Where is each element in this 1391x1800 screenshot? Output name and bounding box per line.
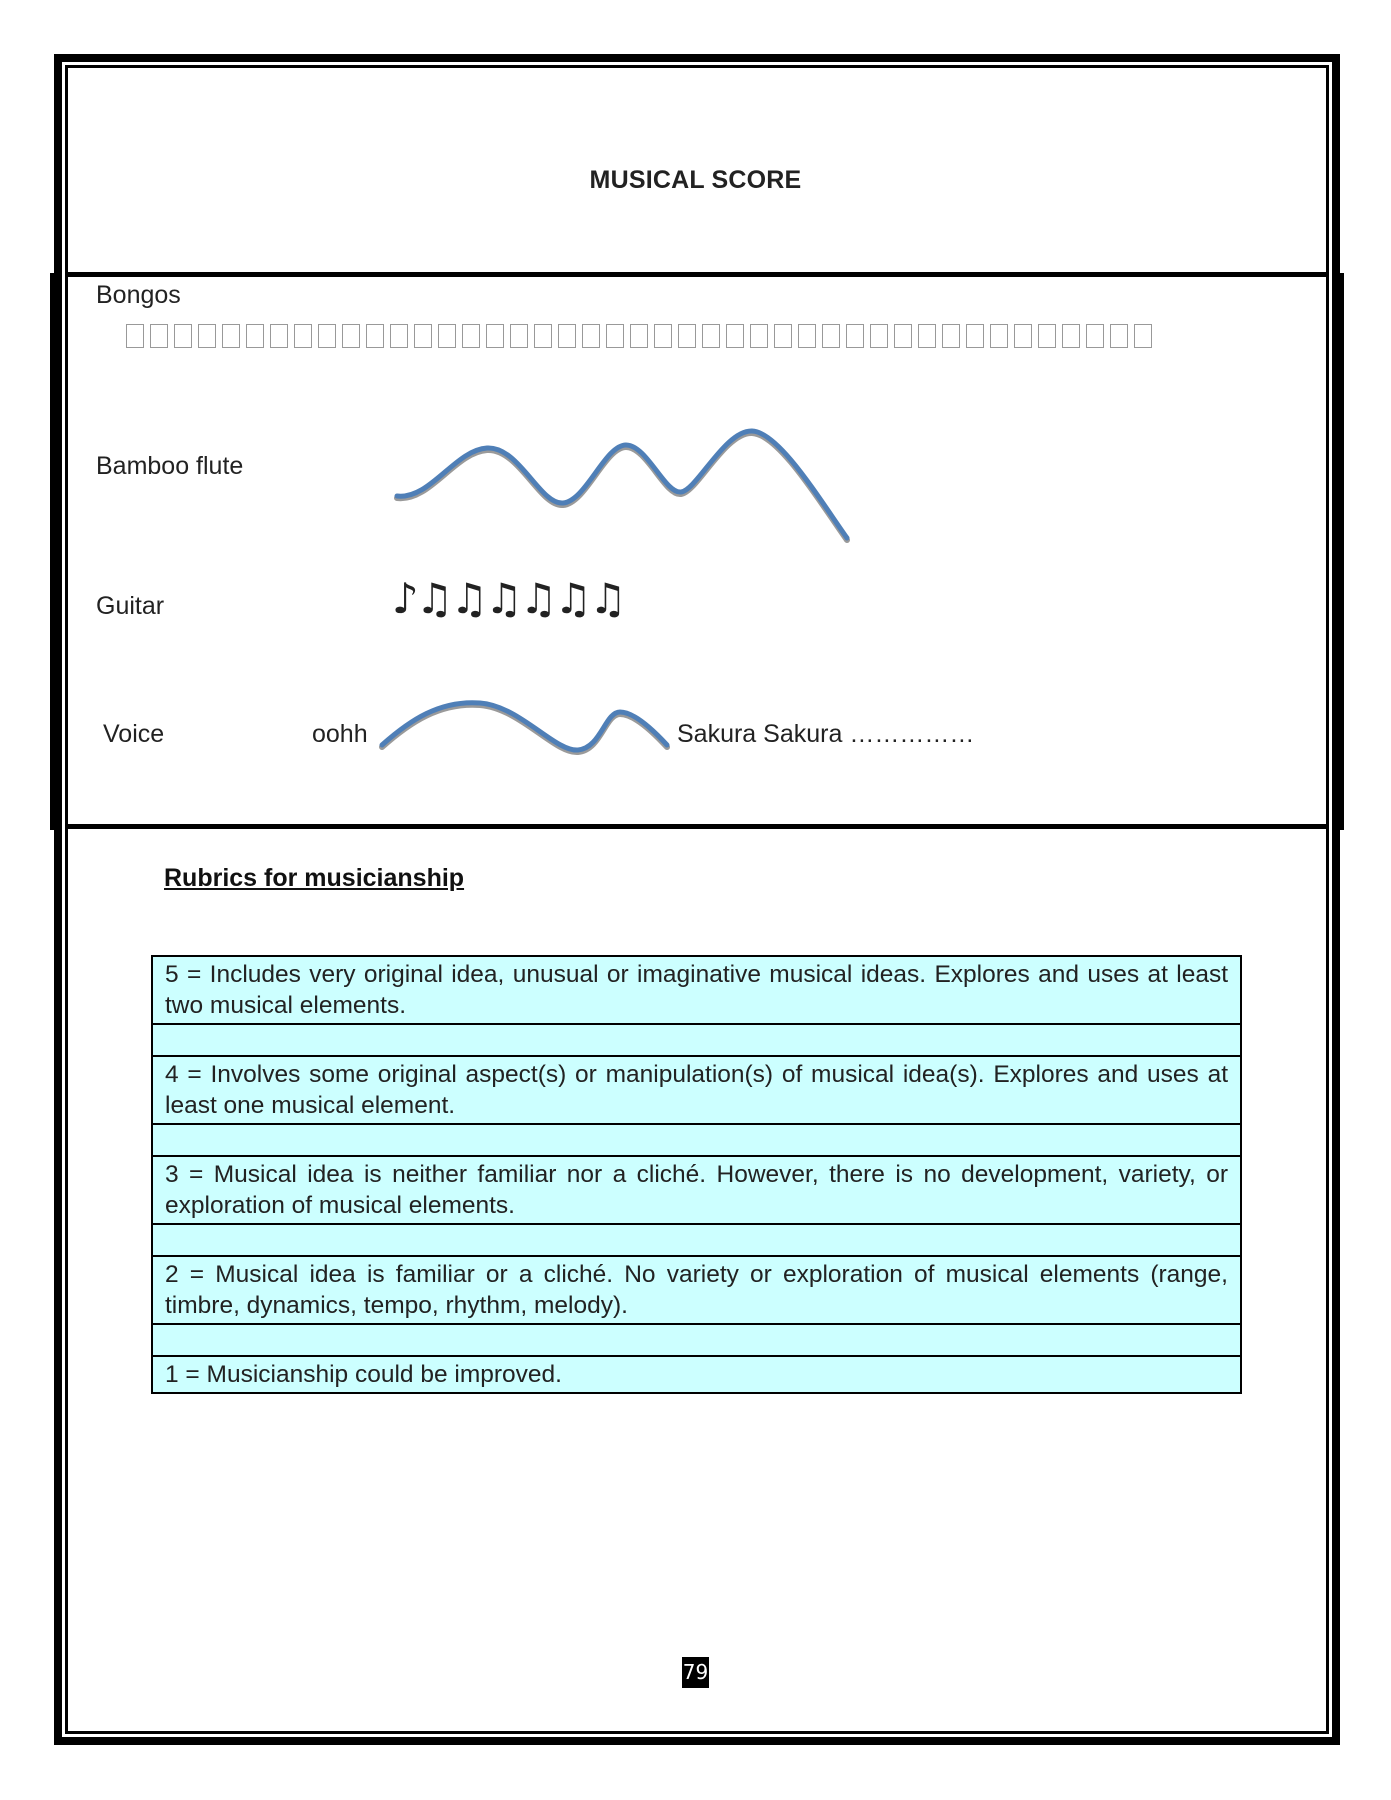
rubric-row-5: 5 = Includes very original idea, unusual or imaginative musical ideas. Explores and uses at least two musical elements. [153,957,1240,1025]
page-number: 79 [682,1657,709,1688]
rubrics-heading: Rubrics for musicianship [164,864,465,892]
instrument-label-bamboo-flute: Bamboo flute [96,452,244,480]
instrument-label-voice: Voice [103,720,165,748]
rubrics-table [151,955,1242,1394]
voice-lyric-sakura: Sakura Sakura …………… [677,720,975,748]
instrument-label-bongos: Bongos [96,281,181,309]
rubric-row-4: 4 = Involves some original aspect(s) or manipulation(s) of musical idea(s). Explores and uses at least one musical element. [153,1057,1240,1125]
rubric-row-2: 2 = Musical idea is familiar or a cliché. No variety or exploration of musical elements (range, timbre, dynamics, tempo, rhythm, melody). [153,1257,1240,1325]
instrument-label-guitar: Guitar [96,592,165,620]
voice-lyric-oohh: oohh [312,720,368,748]
rubric-spacer [153,1325,1240,1357]
rubric-spacer [153,1125,1240,1157]
rubric-spacer [153,1225,1240,1257]
rubric-row-1: 1 = Musicianship could be improved. [153,1357,1240,1394]
guitar-music-notes-icon: ♪♫♫♫♫♫♫ [392,574,624,623]
page-title: MUSICAL SCORE [589,166,802,194]
rubric-row-3: 3 = Musical idea is neither familiar nor a cliché. However, there is no development, variety, or exploration of musical elements. [153,1157,1240,1225]
rubric-spacer [153,1025,1240,1057]
